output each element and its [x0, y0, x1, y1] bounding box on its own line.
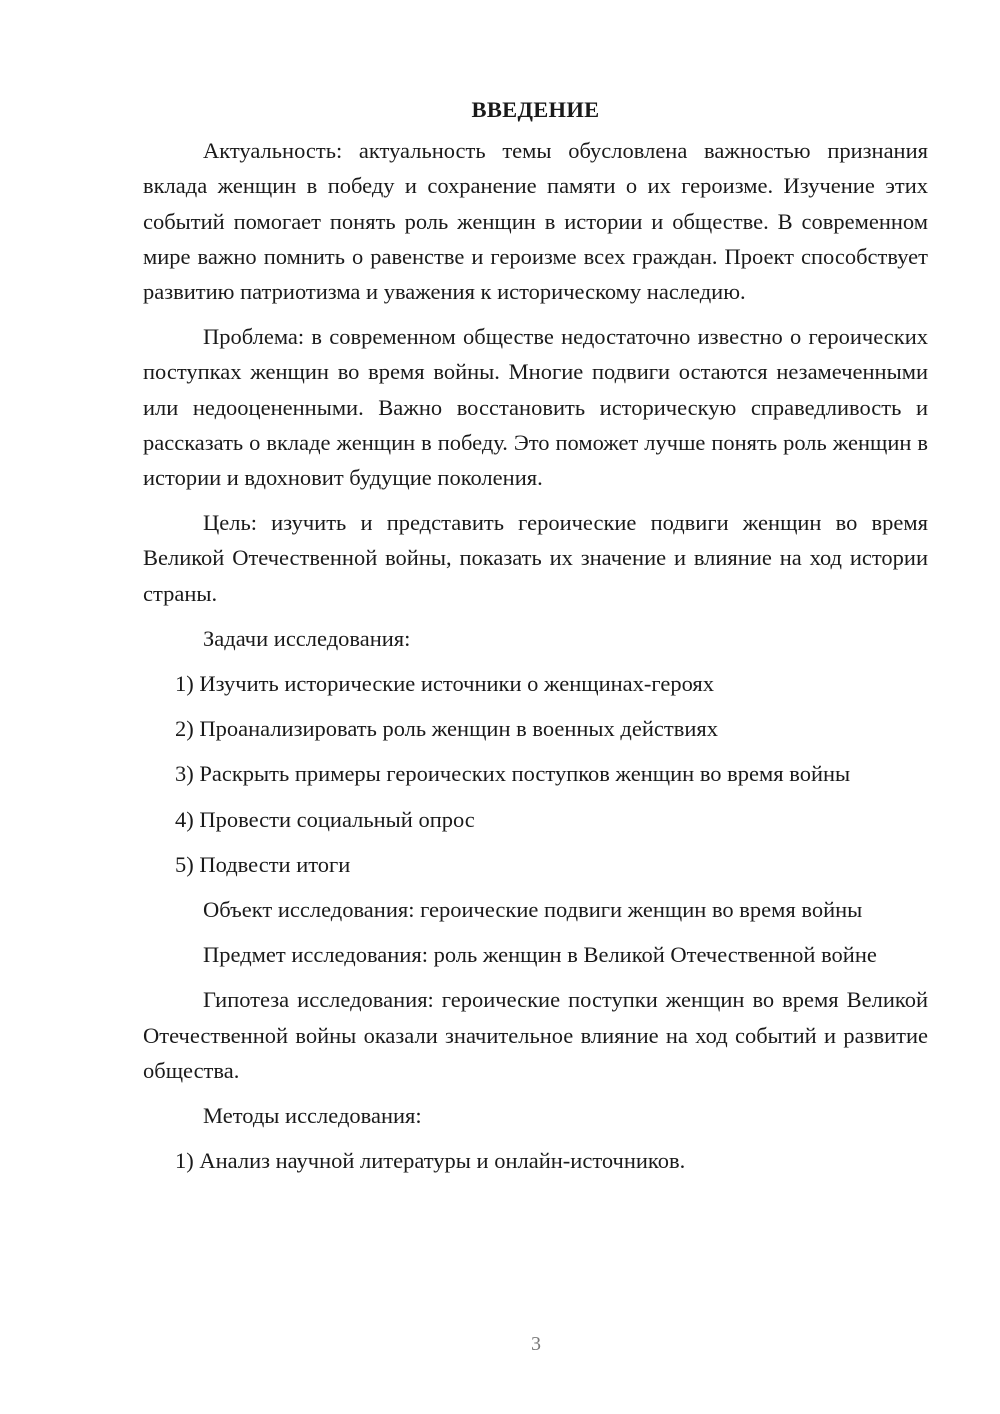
- object-paragraph: Объект исследования: героические подвиги женщин во время войны: [203, 897, 863, 923]
- task-item: 5) Подвести итоги: [175, 851, 351, 877]
- relevance-paragraph: Актуальность: актуальность темы обусловлена важностью признания вклада женщин в победу и сохранение памяти о их героизме. Изучение этих событий помогает понять роль женщин в истории и обществе. В современном мире важно помнить о равенстве и героизме всех граждан. Проект способствует развитию патриотизма и уважения к историческому наследию.: [143, 138, 928, 305]
- task-item: 4) Провести социальный опрос: [175, 806, 475, 832]
- page-number: 3: [531, 1333, 541, 1355]
- task-item: 2) Проанализировать роль женщин в военных действиях: [175, 716, 718, 742]
- problem-paragraph: Проблема: в современном обществе недостаточно известно о героических поступках женщин во время войны. Многие подвиги остаются незамеченными или недооцененными. Важно восстановить историческую справедливость и рассказать о вкладе женщин в победу. Это поможет лучше понять роль женщин в истории и вдохновит будущие поколения.: [143, 324, 928, 491]
- task-item: 3) Раскрыть примеры героических поступков женщин во время войны: [175, 761, 851, 787]
- tasks-heading: Задачи исследования:: [203, 625, 411, 651]
- subject-paragraph: Предмет исследования: роль женщин в Великой Отечественной войне: [203, 942, 877, 968]
- page-content: [143, 92, 928, 1188]
- goal-paragraph: Цель: изучить и представить героические подвиги женщин во время Великой Отечественной войны, показать их значение и влияние на ход истории страны.: [143, 510, 928, 606]
- hypothesis-paragraph: Гипотеза исследования: героические поступки женщин во время Великой Отечественной войны оказали значительное влияние на ход событий и развитие общества.: [143, 987, 928, 1083]
- section-title: ВВЕДЕНИЕ: [471, 97, 600, 122]
- task-item: 1) Изучить исторические источники о женщинах-героях: [175, 671, 715, 697]
- method-item: 1) Анализ научной литературы и онлайн-источников.: [175, 1148, 686, 1174]
- methods-heading: Методы исследования:: [203, 1103, 422, 1129]
